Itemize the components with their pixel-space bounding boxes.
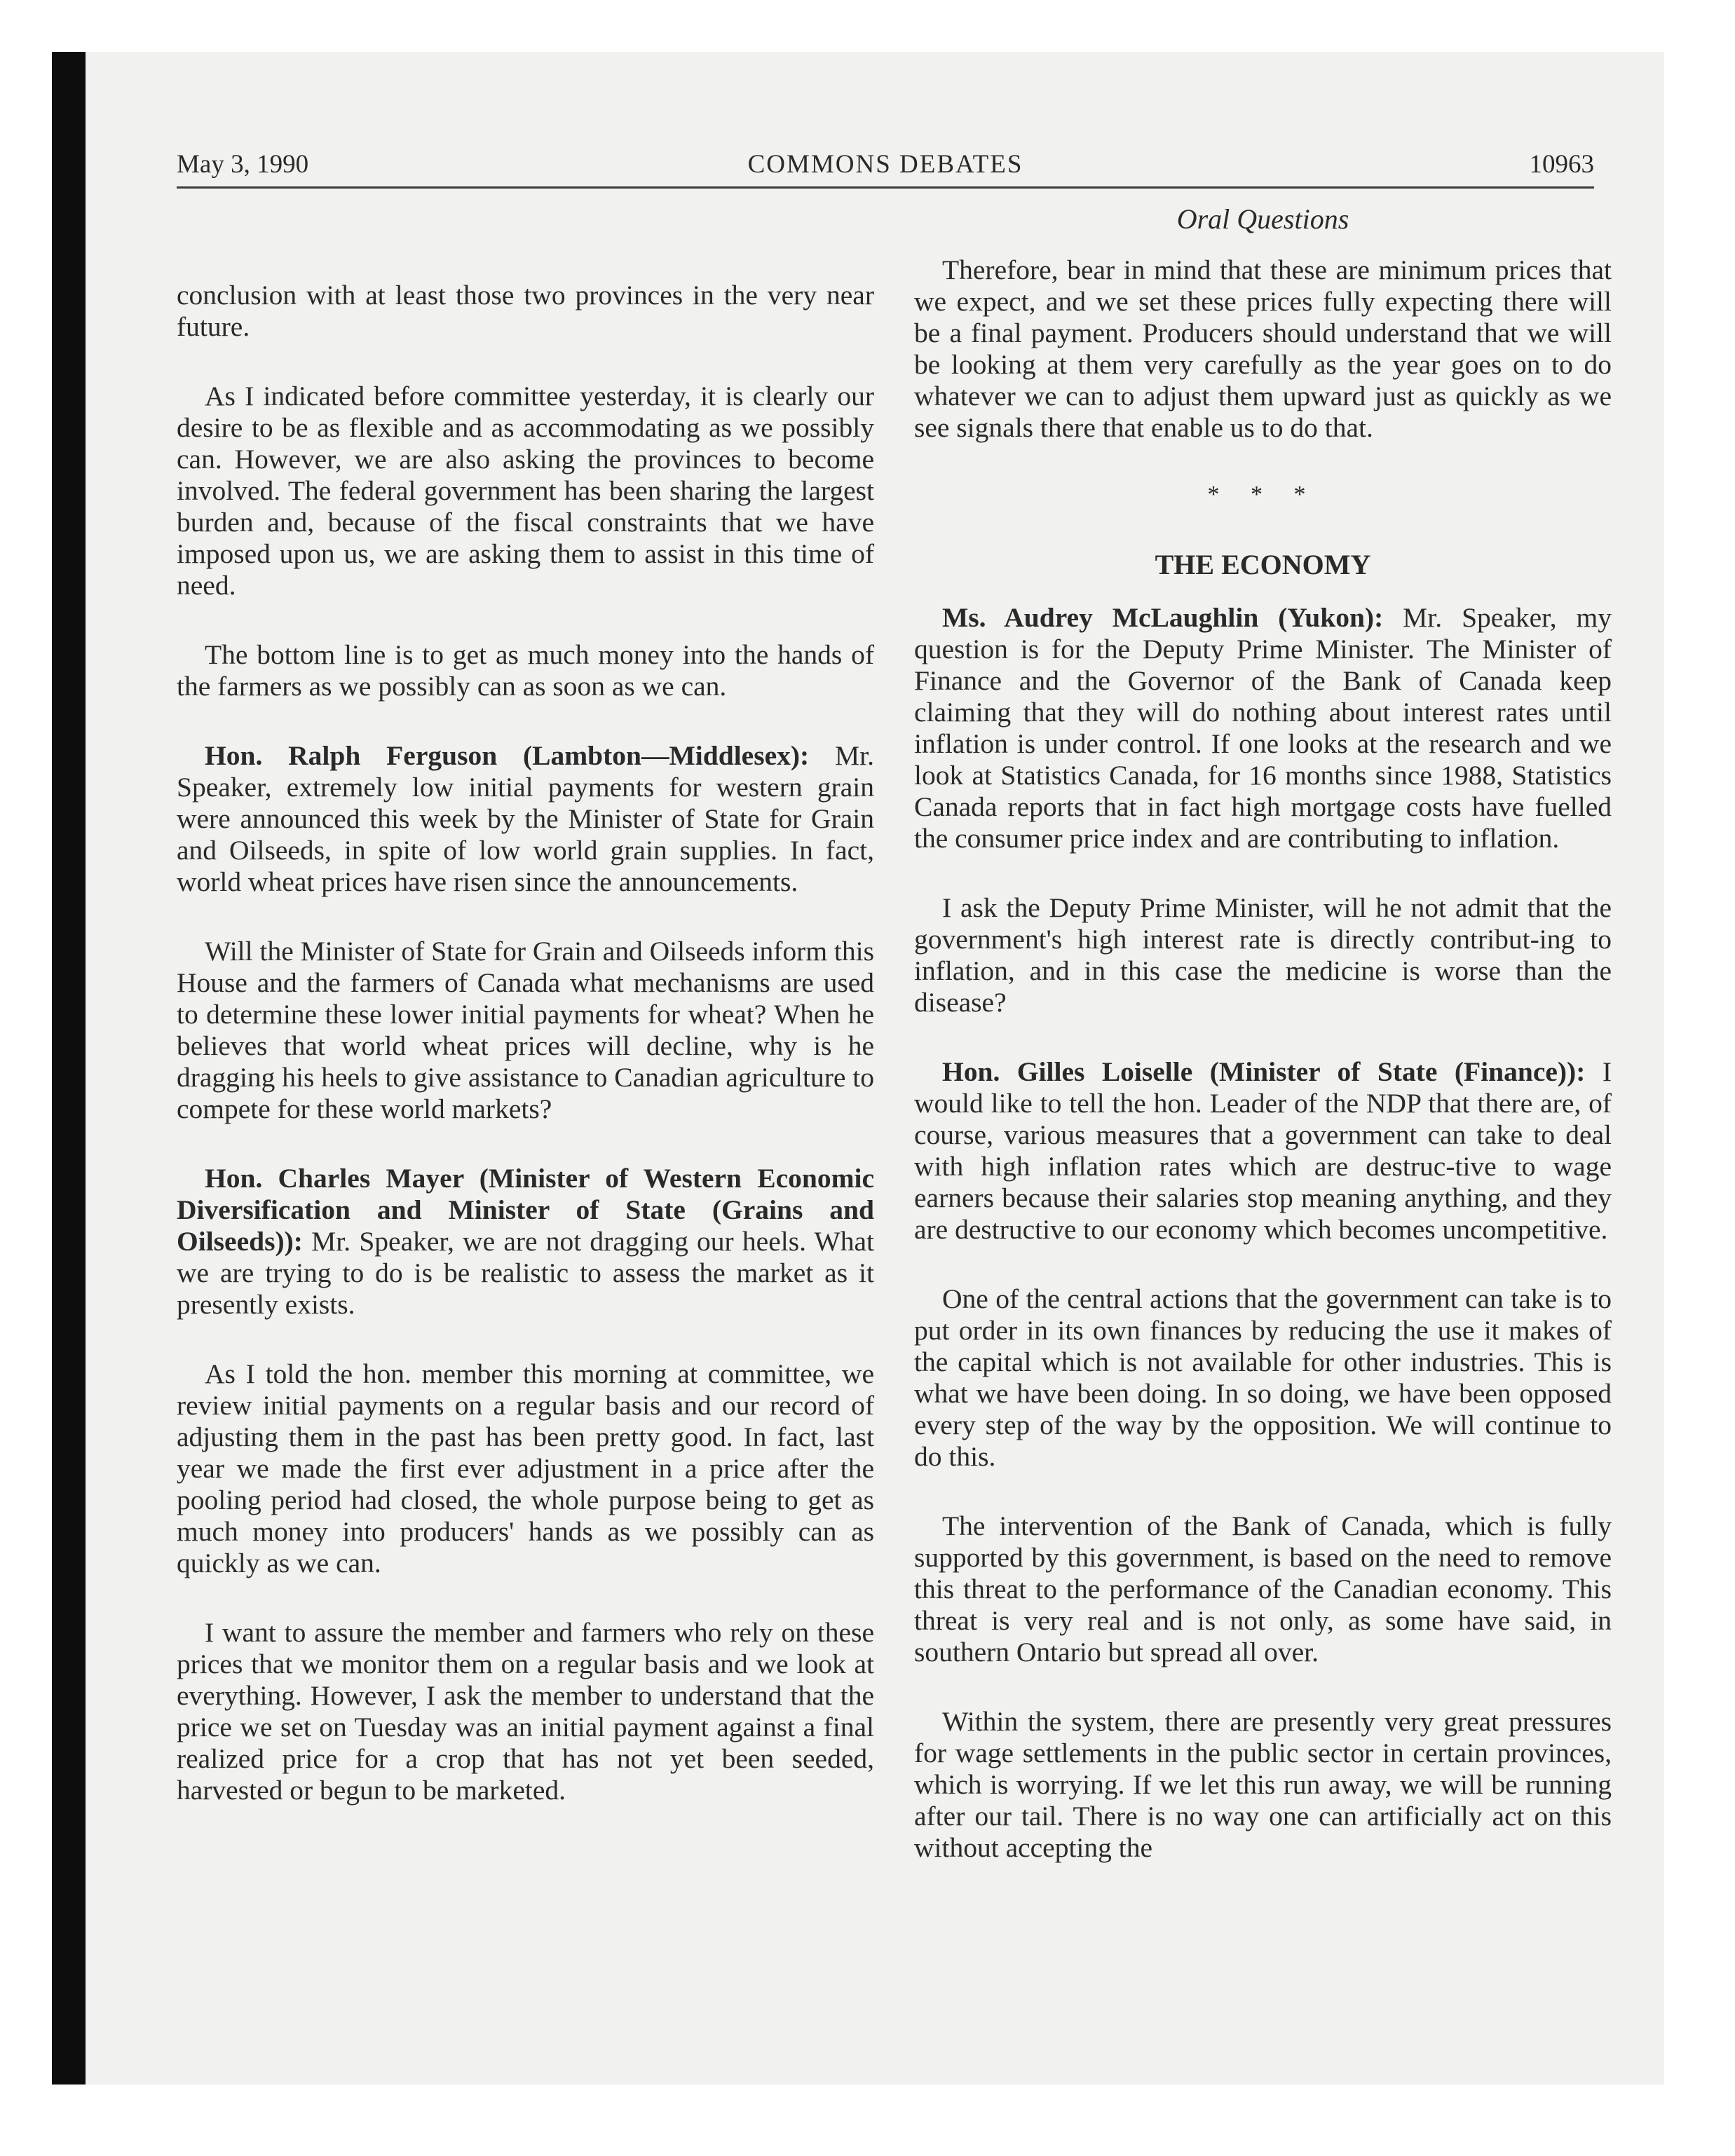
header-date: May 3, 1990	[177, 150, 309, 179]
paragraph	[914, 1510, 1612, 1668]
paragraph	[177, 1617, 874, 1806]
right-column	[914, 201, 1612, 1902]
speaker-name: Hon. Gilles Loiselle (Minister of State (Finance)):	[942, 1056, 1586, 1087]
paragraph	[177, 740, 874, 898]
header-title: COMMONS DEBATES	[747, 150, 1023, 179]
right-column-bottom	[914, 602, 1612, 1864]
section-label: Oral Questions	[1176, 203, 1349, 235]
paragraph-text: As I indicated before committee yesterday, it is clearly our desire to be as flexible and as accommodating as we possibly can. However, we are also asking the provinces to become involved. The federal government has been sharing the largest burden and, because of the fiscal constraints that we have imposed upon us, we are asking them to assist in this time of need.	[177, 381, 874, 601]
paragraph	[177, 1358, 874, 1579]
paragraph	[914, 602, 1612, 854]
running-head	[177, 137, 1594, 189]
paragraph-text: One of the central actions that the government can take is to put order in its own finances by reducing the use it makes of the capital which is not available for other industries. This is what we have been doing. In so doing, we have been opposed every step of the way by the opposition. We will continue to do this.	[914, 1283, 1612, 1472]
section-heading: THE ECONOMY	[1155, 549, 1371, 580]
paragraph	[177, 936, 874, 1125]
paragraph	[177, 639, 874, 702]
speaker-name: Hon. Ralph Ferguson (Lambton—Middlesex):	[205, 740, 810, 771]
paragraph-text: conclusion with at least those two provinces in the very near future.	[177, 280, 874, 342]
paragraph-text: Mr. Speaker, extremely low initial payments for western grain were announced this week by the Minister of State for Grain and Oilseeds, in spite of low world grain supplies. In fact, world wheat prices have risen since the announcements.	[177, 740, 874, 897]
paragraph-text: I ask the Deputy Prime Minister, will he not admit that the government's high interest rate is directly contribut-ing to inflation, and in this case the medicine is worse than the disease?	[914, 892, 1612, 1018]
paragraph-text: Within the system, there are presently very great pressures for wage settlements in the public sector in certain provinces, which is worrying. If we let this run away, we will be running after our tail. There is no way one can artificially act on this without accepting the	[914, 1706, 1612, 1863]
paragraph	[177, 280, 874, 343]
paragraph	[914, 254, 1612, 444]
paragraph-text: The intervention of the Bank of Canada, which is fully supported by this government, is based on the need to remove this threat to the performance of the Canadian economy. This threat is very real and is not only, as some have said, in southern Ontario but spread all over.	[914, 1510, 1612, 1667]
right-column-top	[914, 254, 1612, 444]
paragraph	[914, 1706, 1612, 1864]
hansard-page	[177, 137, 1612, 1863]
left-column	[177, 280, 874, 1844]
paragraph	[177, 1163, 874, 1321]
scan-binding-edge	[52, 52, 86, 2085]
paragraph-text: Mr. Speaker, my question is for the Deputy Prime Minister. The Minister of Finance and the Governor of the Bank of Canada keep claiming that they will do nothing about interest rates until inflation is under control. If one looks at the research and we look at Statistics Canada, for 16 months since 1988, Statistics Canada reports that in fact high mortgage costs have fuelled the consumer price index and are contributing to inflation.	[914, 602, 1612, 854]
paragraph-text: Mr. Speaker, we are not dragging our heels. What we are trying to do is be realistic to assess the market as it presently exists.	[177, 1226, 874, 1320]
paragraph-text: Therefore, bear in mind that these are minimum prices that we expect, and we set these prices fully expecting there will be a final payment. Producers should understand that we will be looking at them very carefully as the year goes on to do whatever we can to adjust them upward just as quickly as we see signals there that enable us to do that.	[914, 254, 1612, 443]
paragraph-text: I would like to tell the hon. Leader of the NDP that there are, of course, various measures that a government can take to deal with high inflation rates which are destruc-tive to wage earners because their salaries stop meaning anything, and they are destructive to our economy which becomes uncompetitive.	[914, 1056, 1612, 1245]
paragraph-text: The bottom line is to get as much money into the hands of the farmers as we possibly can as soon as we can.	[177, 639, 874, 702]
speaker-name: Hon. Charles Mayer (Minister of Western Economic Diversification and Minister of State (Grains and Oilseeds)):	[177, 1163, 874, 1257]
paragraph	[914, 1056, 1612, 1246]
paragraph	[914, 1283, 1612, 1473]
header-page-number: 10963	[1529, 150, 1594, 179]
paragraph	[177, 381, 874, 601]
paragraph	[914, 892, 1612, 1018]
section-separator: * * *	[1207, 482, 1319, 507]
paragraph-text: Will the Minister of State for Grain and Oilseeds inform this House and the farmers of Canada what mechanisms are used to determine these lower initial payments for wheat? When he believes that world wheat prices will decline, why is he dragging his heels to give assistance to Canadian agriculture to compete for these world markets?	[177, 936, 875, 1124]
speaker-name: Ms. Audrey McLaughlin (Yukon):	[942, 602, 1384, 633]
paragraph-text: As I told the hon. member this morning at committee, we review initial payments on a regular basis and our record of adjusting them in the past has been pretty good. In fact, last year we made the first ever adjustment in a price after the pooling period had closed, the whole purpose being to get as much money into producers' hands as we possibly can as quickly as we can.	[177, 1358, 874, 1578]
paragraph-text: I want to assure the member and farmers who rely on these prices that we monitor them on a regular basis and we look at everything. However, I ask the member to understand that the price we set on Tuesday was an initial payment against a final realized price for a crop that has not yet been seeded, harvested or begun to be marketed.	[177, 1617, 874, 1806]
